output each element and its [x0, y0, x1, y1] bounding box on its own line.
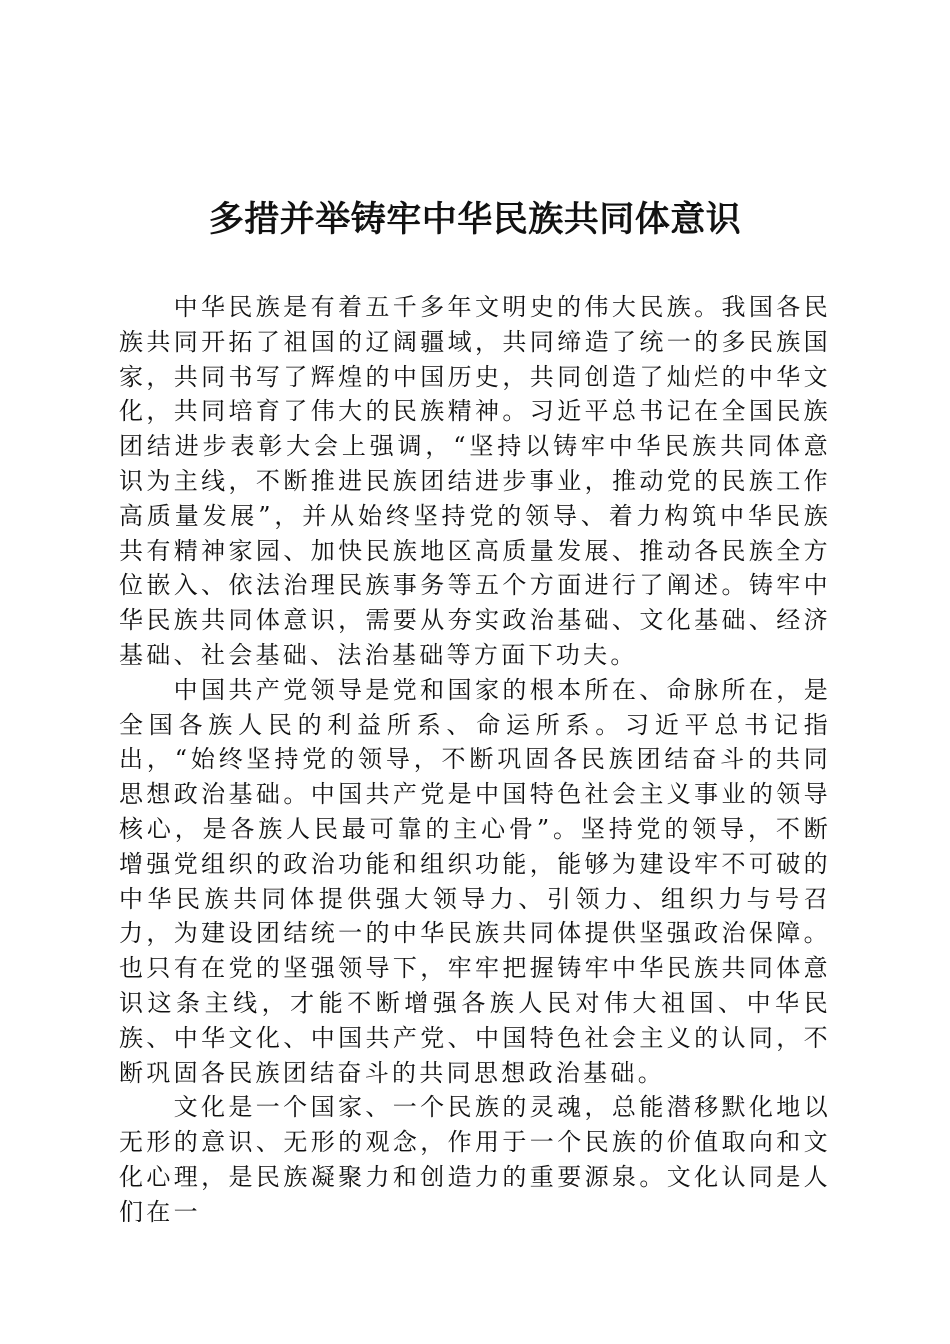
document-body — [119, 290, 831, 1230]
document-title: 多措并举铸牢中华民族共同体意识 — [208, 199, 742, 240]
paragraph-2: 中国共产党领导是党和国家的根本所在、命脉所在，是全国各族人民的利益所系、命运所系。习近平总书记指出，“始终坚持党的领导，不断巩固各民族团结奋斗的共同思想政治基础。中国共产党是中国特色社会主义事业的领导核心，是各族人民最可靠的主心骨”。坚持党的领导，不断增强党组织的政治功能和组织功能，能够为建设牢不可破的中华民族共同体提供强大领导力、引领力、组织力与号召力，为建设团结统一的中华民族共同体提供坚强政治保障。也只有在党的坚强领导下，牢牢把握铸牢中华民族共同体意识这条主线，才能不断增强各族人民对伟大祖国、中华民族、中华文化、中国共产党、中国特色社会主义的认同，不断巩固各民族团结奋斗的共同思想政治基础。 — [119, 675, 831, 1087]
paragraph-3: 文化是一个国家、一个民族的灵魂，总能潜移默化地以无形的意识、无形的观念，作用于一个民族的价值取向和文化心理，是民族凝聚力和创造力的重要源泉。文化认同是人们在一 — [119, 1093, 831, 1226]
paragraph-1: 中华民族是有着五千多年文明史的伟大民族。我国各民族共同开拓了祖国的辽阔疆域，共同缔造了统一的多民族国家，共同书写了辉煌的中国历史，共同创造了灿烂的中华文化，共同培育了伟大的民族精神。习近平总书记在全国民族团结进步表彰大会上强调，“坚持以铸牢中华民族共同体意识为主线，不断推进民族团结进步事业，推动党的民族工作高质量发展”，并从始终坚持党的领导、着力构筑中华民族共有精神家园、加快民族地区高质量发展、推动各民族全方位嵌入、依法治理民族事务等五个方面进行了阐述。铸牢中华民族共同体意识，需要从夯实政治基础、文化基础、经济基础、社会基础、法治基础等方面下功夫。 — [119, 293, 831, 669]
